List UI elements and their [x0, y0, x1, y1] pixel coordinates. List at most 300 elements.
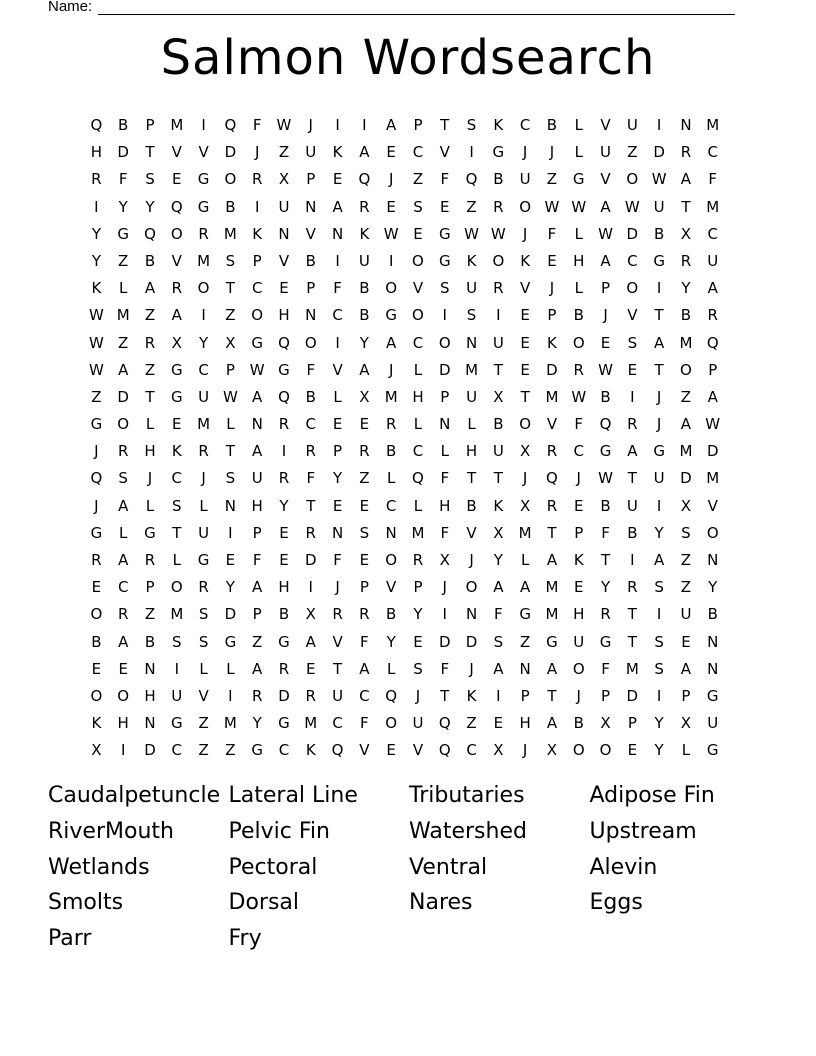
grid-letter: G — [492, 143, 505, 162]
grid-letter: X — [493, 741, 504, 760]
grid-letter: I — [630, 551, 635, 569]
grid-letter: U — [278, 197, 290, 216]
name-field — [48, 0, 735, 15]
grid-letter: A — [600, 251, 611, 270]
grid-letter: Q — [224, 116, 237, 134]
grid-letter: S — [654, 659, 664, 678]
grid-letter: E — [627, 741, 638, 760]
grid-letter: O — [519, 415, 532, 434]
grid-letter: B — [225, 197, 236, 216]
grid-letter: B — [653, 224, 665, 243]
grid-letter: M — [518, 523, 532, 542]
grid-letter: T — [225, 279, 235, 298]
grid-letter: F — [333, 551, 342, 569]
grid-letter: T — [306, 496, 316, 515]
grid-letter: W — [598, 224, 613, 243]
grid-letter: Z — [412, 170, 424, 189]
grid-letter: A — [707, 279, 718, 298]
grid-letter: R — [680, 143, 692, 162]
word-list-item: Wetlands — [48, 854, 150, 880]
grid-letter: L — [172, 551, 181, 569]
grid-letter: W — [544, 197, 560, 216]
grid-letter: E — [600, 333, 611, 352]
grid-letter: C — [117, 578, 129, 597]
grid-letter: P — [145, 116, 155, 134]
grid-letter: U — [707, 714, 719, 733]
grid-letter: H — [251, 496, 263, 515]
grid-letter: B — [707, 605, 718, 624]
word-list-item: Watershed — [409, 818, 527, 844]
grid-letter: Y — [654, 523, 664, 542]
grid-letter: E — [413, 224, 423, 243]
grid-letter: E — [91, 659, 102, 678]
grid-letter: J — [549, 143, 555, 162]
grid-letter: H — [573, 251, 585, 270]
word-list-item: Parr — [48, 926, 92, 952]
grid-letter: V — [466, 523, 477, 542]
grid-letter: Q — [90, 116, 103, 134]
grid-letter: Y — [332, 469, 343, 488]
grid-letter: S — [654, 578, 664, 597]
grid-letter: S — [413, 197, 423, 216]
grid-letter: C — [359, 686, 370, 705]
grid-letter: I — [656, 279, 662, 298]
grid-letter: I — [335, 116, 340, 134]
grid-letter: E — [386, 143, 396, 162]
grid-letter: P — [333, 442, 343, 461]
grid-letter: E — [520, 333, 530, 352]
grid-letter: W — [571, 197, 587, 216]
grid-letter: L — [574, 116, 583, 134]
grid-letter: C — [627, 251, 638, 270]
grid-letter: P — [601, 279, 611, 298]
grid-letter: R — [117, 442, 129, 461]
grid-letter: N — [519, 659, 531, 678]
grid-letter: R — [198, 578, 209, 597]
grid-letter: D — [438, 360, 451, 379]
grid-letter: A — [386, 116, 397, 134]
grid-letter: S — [466, 306, 477, 325]
grid-letter: M — [625, 659, 639, 678]
grid-letter: M — [706, 197, 720, 216]
grid-letter: A — [359, 360, 370, 379]
grid-letter: O — [438, 333, 451, 352]
grid-letter: D — [546, 360, 558, 379]
grid-letter: P — [440, 387, 450, 406]
grid-letter: W — [249, 360, 265, 379]
grid-letter: G — [251, 333, 263, 352]
grid-letter: P — [359, 578, 369, 597]
word-list — [48, 778, 770, 957]
grid-letter: A — [252, 578, 263, 597]
grid-letter: Z — [144, 605, 156, 624]
grid-letter: L — [145, 496, 155, 515]
grid-letter: L — [574, 279, 583, 298]
grid-letter: T — [145, 387, 155, 406]
grid-letter: M — [545, 605, 559, 624]
grid-letter: W — [88, 333, 104, 352]
grid-letter: G — [170, 387, 183, 406]
grid-letter: H — [144, 442, 156, 461]
grid-letter: A — [118, 360, 129, 379]
grid-letter: R — [251, 170, 263, 189]
grid-letter: G — [251, 741, 263, 760]
grid-letter: I — [496, 686, 501, 705]
grid-letter: I — [442, 306, 447, 325]
grid-letter: M — [223, 224, 237, 243]
grid-letter: W — [490, 224, 506, 243]
word-list-item: Lateral Line — [228, 783, 358, 808]
grid-letter: C — [412, 143, 424, 162]
grid-letter: Z — [680, 387, 692, 406]
grid-letter: Z — [359, 469, 370, 488]
grid-letter: G — [572, 170, 585, 189]
grid-letter: E — [306, 659, 316, 678]
grid-letter: E — [386, 197, 396, 216]
grid-letter: E — [332, 415, 343, 434]
grid-letter: M — [545, 387, 559, 406]
grid-letter: R — [707, 306, 718, 325]
grid-letter: M — [706, 116, 720, 134]
grid-letter: J — [254, 143, 260, 162]
grid-letter: C — [198, 360, 209, 379]
grid-letter: S — [413, 659, 423, 678]
grid-letter: L — [574, 143, 583, 162]
grid-letter: V — [171, 251, 182, 270]
word-list-item: Smolts — [48, 890, 124, 916]
grid-letter: U — [412, 714, 424, 733]
grid-letter: R — [305, 442, 316, 461]
grid-letter: I — [469, 143, 474, 162]
grid-letter: S — [439, 279, 450, 298]
grid-letter: V — [600, 116, 611, 134]
grid-letter: T — [654, 360, 664, 379]
grid-letter: Z — [144, 360, 156, 379]
word-list-item: Alevin — [589, 854, 658, 880]
grid-letter: W — [598, 360, 613, 379]
grid-letter: O — [412, 306, 424, 325]
grid-letter: Y — [386, 632, 396, 651]
grid-letter: A — [118, 632, 129, 651]
grid-letter: Q — [385, 686, 398, 705]
grid-letter: U — [626, 496, 638, 515]
grid-letter: W — [276, 116, 292, 134]
grid-letter: V — [171, 143, 182, 162]
grid-letter: N — [331, 224, 344, 243]
grid-letter: B — [144, 632, 156, 651]
grid-letter: L — [413, 496, 423, 515]
grid-letter: D — [117, 387, 129, 406]
word-list-item: Eggs — [589, 890, 643, 916]
grid-letter: Z — [118, 251, 129, 270]
grid-letter: T — [440, 686, 450, 705]
grid-letter: I — [496, 306, 501, 325]
grid-letter: Z — [278, 143, 290, 162]
grid-letter: X — [600, 714, 611, 733]
grid-letter: M — [679, 442, 693, 461]
grid-letter: S — [172, 496, 182, 515]
grid-letter: E — [547, 251, 557, 270]
grid-letter: F — [440, 170, 450, 189]
grid-letter: E — [493, 714, 504, 733]
grid-letter: X — [680, 714, 692, 733]
grid-letter: A — [520, 578, 531, 597]
word-list-item: Nares — [409, 890, 473, 916]
grid-letter: C — [171, 469, 183, 488]
grid-letter: E — [520, 306, 530, 325]
grid-letter: H — [465, 442, 478, 461]
grid-letter: O — [626, 170, 639, 189]
grid-letter: F — [360, 714, 369, 733]
grid-letter: L — [681, 741, 691, 760]
grid-letter: S — [359, 523, 370, 542]
grid-letter: Z — [466, 714, 477, 733]
grid-letter: J — [522, 224, 528, 243]
grid-letter: G — [144, 523, 156, 542]
grid-letter: Z — [198, 741, 209, 760]
grid-letter: E — [681, 632, 691, 651]
grid-letter: P — [306, 170, 316, 189]
grid-letter: W — [464, 224, 479, 243]
grid-letter: E — [413, 632, 423, 651]
grid-letter: O — [304, 333, 317, 352]
grid-letter: B — [359, 306, 370, 325]
word-list-item: Upstream — [589, 818, 697, 844]
grid-letter: G — [653, 442, 665, 461]
grid-letter: N — [224, 496, 236, 515]
grid-letter: V — [386, 578, 397, 597]
grid-letter: I — [254, 197, 260, 216]
word-list-item: Pelvic Fin — [228, 818, 330, 844]
grid-letter: F — [440, 659, 450, 678]
grid-letter: J — [469, 659, 474, 678]
grid-letter: J — [522, 741, 528, 760]
grid-letter: W — [383, 224, 399, 243]
grid-letter: N — [439, 415, 451, 434]
grid-letter: R — [573, 360, 584, 379]
grid-letter: Y — [118, 197, 128, 216]
grid-letter: E — [279, 551, 289, 569]
grid-letter: E — [172, 170, 182, 189]
grid-letter: W — [222, 387, 238, 406]
grid-letter: J — [442, 578, 447, 597]
grid-letter: Z — [466, 197, 477, 216]
word-list-item: RiverMouth — [48, 818, 174, 844]
grid-letter: D — [304, 551, 317, 569]
grid-letter: S — [627, 333, 638, 352]
grid-letter: G — [599, 442, 612, 461]
grid-letter: G — [438, 224, 451, 243]
grid-letter: F — [440, 469, 450, 488]
grid-letter: V — [412, 741, 424, 760]
grid-letter: T — [440, 116, 450, 134]
grid-letter: O — [385, 279, 398, 298]
grid-letter: Q — [331, 741, 344, 760]
grid-letter: X — [546, 741, 558, 760]
grid-letter: U — [358, 251, 370, 270]
grid-letter: K — [91, 279, 102, 298]
grid-letter: J — [388, 360, 394, 379]
grid-letter: N — [305, 197, 317, 216]
grid-letter: S — [225, 251, 236, 270]
grid-letter: Y — [359, 333, 369, 352]
grid-letter: A — [359, 659, 370, 678]
grid-letter: W — [705, 415, 721, 434]
grid-letter: Y — [600, 578, 611, 597]
grid-letter: X — [359, 387, 370, 406]
grid-letter: V — [332, 632, 343, 651]
grid-letter: I — [388, 251, 394, 270]
grid-letter: D — [438, 632, 451, 651]
grid-letter: D — [626, 224, 639, 243]
grid-letter: M — [411, 523, 425, 542]
grid-letter: B — [680, 306, 692, 325]
grid-letter: I — [201, 116, 206, 134]
word-list-item: Adipose Fin — [589, 783, 715, 808]
grid-letter: U — [198, 387, 210, 406]
grid-letter: V — [198, 686, 209, 705]
grid-letter: I — [120, 741, 126, 760]
grid-letter: O — [706, 523, 719, 542]
grid-letter: R — [91, 170, 102, 189]
grid-letter: D — [117, 143, 129, 162]
grid-letter: G — [224, 632, 237, 651]
grid-letter: T — [225, 442, 235, 461]
grid-letter: X — [91, 741, 102, 760]
grid-letter: R — [305, 686, 316, 705]
grid-letter: U — [466, 279, 478, 298]
grid-letter: G — [170, 714, 183, 733]
grid-letter: O — [117, 686, 130, 705]
grid-letter: U — [171, 686, 183, 705]
grid-letter: J — [94, 496, 99, 515]
grid-letter: V — [359, 741, 370, 760]
grid-letter: R — [278, 415, 290, 434]
grid-letter: R — [305, 523, 316, 542]
grid-letter: T — [600, 551, 611, 569]
grid-letter: V — [627, 306, 638, 325]
grid-letter: S — [198, 632, 209, 651]
grid-letter: S — [654, 632, 664, 651]
grid-letter: O — [519, 197, 532, 216]
grid-letter: J — [415, 686, 421, 705]
grid-letter: M — [384, 387, 398, 406]
grid-letter: N — [707, 551, 719, 569]
grid-letter: A — [171, 306, 182, 325]
grid-letter: V — [707, 496, 718, 515]
grid-letter: G — [278, 632, 290, 651]
grid-letter: M — [223, 714, 237, 733]
grid-letter: A — [118, 496, 129, 515]
grid-letter: C — [707, 224, 718, 243]
grid-letter: O — [572, 659, 585, 678]
grid-letter: K — [493, 496, 504, 515]
grid-letter: Q — [170, 197, 183, 216]
grid-letter: D — [465, 632, 478, 651]
grid-letter: D — [278, 686, 290, 705]
grid-letter: J — [469, 551, 474, 569]
grid-letter: C — [171, 741, 183, 760]
grid-letter: K — [305, 741, 316, 760]
grid-letter: A — [546, 714, 558, 733]
grid-letter: W — [88, 360, 104, 379]
grid-letter: Q — [358, 170, 371, 189]
grid-letter: A — [600, 197, 611, 216]
grid-letter: Z — [680, 578, 692, 597]
grid-letter: B — [600, 496, 611, 515]
grid-letter: E — [332, 170, 343, 189]
grid-letter: L — [386, 469, 396, 488]
grid-letter: N — [305, 306, 317, 325]
grid-letter: S — [466, 116, 477, 134]
grid-letter: I — [656, 496, 662, 515]
grid-letter: J — [576, 469, 581, 488]
grid-letter: M — [170, 605, 184, 624]
grid-letter: Y — [493, 551, 503, 569]
grid-letter: N — [707, 632, 719, 651]
grid-letter: B — [600, 387, 611, 406]
grid-letter: I — [630, 387, 635, 406]
grid-letter: F — [306, 360, 316, 379]
grid-letter: A — [546, 551, 558, 569]
grid-letter: V — [412, 279, 424, 298]
word-list-item: Fry — [228, 926, 262, 952]
grid-letter: X — [680, 224, 692, 243]
grid-letter: Z — [198, 714, 209, 733]
grid-letter: A — [546, 659, 558, 678]
grid-letter: Z — [118, 333, 129, 352]
grid-letter: A — [252, 442, 263, 461]
grid-letter: A — [493, 578, 504, 597]
grid-letter: C — [251, 279, 263, 298]
grid-letter: E — [627, 360, 638, 379]
grid-letter: U — [653, 469, 665, 488]
grid-letter: Q — [706, 333, 719, 352]
grid-letter: T — [681, 197, 691, 216]
grid-letter: Y — [225, 578, 235, 597]
grid-letter: V — [439, 143, 450, 162]
grid-letter: R — [627, 415, 638, 434]
word-list-item: Caudalpetuncle — [48, 783, 221, 808]
grid-letter: K — [359, 224, 370, 243]
grid-letter: N — [144, 714, 156, 733]
grid-letter: E — [574, 578, 584, 597]
grid-letter: I — [362, 116, 367, 134]
grid-letter: B — [305, 251, 316, 270]
grid-letter: B — [359, 279, 370, 298]
grid-letter: B — [278, 605, 290, 624]
grid-letter: P — [520, 686, 530, 705]
grid-letter: G — [706, 686, 719, 705]
letter-grid — [83, 112, 726, 765]
grid-letter: L — [119, 279, 128, 298]
grid-letter: A — [144, 279, 156, 298]
grid-letter: T — [466, 469, 477, 488]
grid-letter: H — [90, 143, 103, 162]
grid-letter: E — [359, 551, 370, 569]
grid-letter: Y — [413, 605, 423, 624]
grid-letter: P — [708, 360, 718, 379]
grid-letter: P — [145, 578, 155, 597]
grid-letter: P — [413, 578, 423, 597]
grid-letter: G — [278, 714, 290, 733]
grid-letter: K — [547, 333, 557, 352]
grid-letter: J — [603, 306, 608, 325]
word-list-item: Tributaries — [409, 783, 525, 808]
grid-letter: K — [493, 116, 504, 134]
grid-letter: U — [332, 686, 344, 705]
grid-letter: A — [707, 387, 718, 406]
